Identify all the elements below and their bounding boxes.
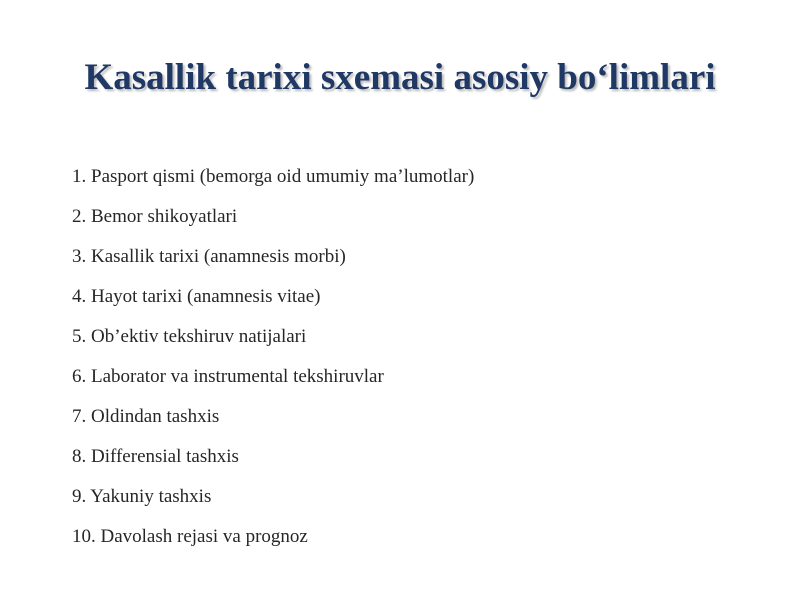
sections-list (72, 157, 474, 557)
list-item: 2. Bemor shikoyatlari (72, 206, 238, 227)
list-item: 9. Yakuniy tashxis (72, 486, 212, 507)
list-item: 3. Kasallik tarixi (anamnesis morbi) (72, 246, 346, 267)
list-item: 8. Differensial tashxis (72, 446, 239, 467)
slide-title: Kasallik tarixi sxemasi asosiy bo‘limlari (84, 57, 716, 98)
list-item: 5. Ob’ektiv tekshiruv natijalari (72, 326, 307, 347)
list-item: 6. Laborator va instrumental tekshiruvlar (72, 366, 384, 387)
list-item: 1. Pasport qismi (bemorga oid umumiy ma’lumotlar) (72, 166, 475, 187)
list-item: 7. Oldindan tashxis (72, 406, 220, 427)
list-item: 10. Davolash rejasi va prognoz (72, 526, 308, 547)
list-item: 4. Hayot tarixi (anamnesis vitae) (72, 286, 321, 307)
